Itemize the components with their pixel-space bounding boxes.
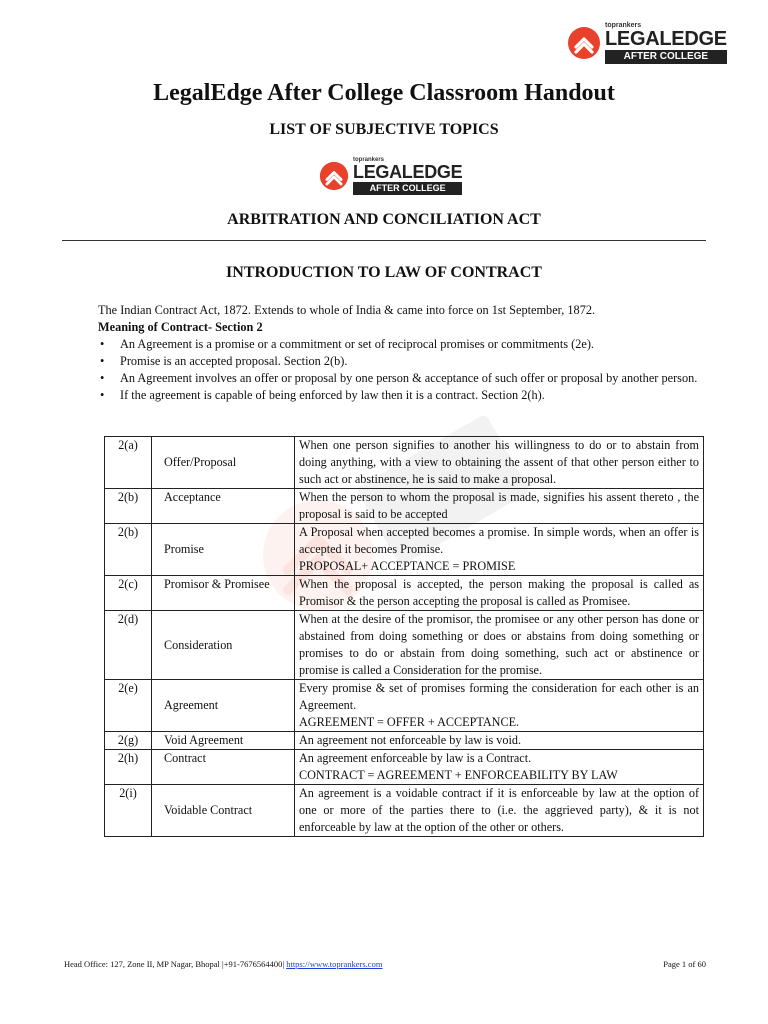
definition-line: An agreement not enforceable by law is void. (299, 733, 522, 747)
logo-small-text: toprankers (605, 22, 642, 29)
term-cell: Offer/Proposal (152, 437, 295, 489)
definition-cell (295, 750, 704, 785)
brand-logo-center (319, 157, 462, 195)
section-cell: 2(e) (105, 680, 152, 732)
section-title: ARBITRATION AND CONCILIATION ACT (227, 211, 541, 228)
bullet-item: • Promise is an accepted proposal. Section 2(b). (98, 353, 708, 370)
intro-heading: INTRODUCTION TO LAW OF CONTRACT (226, 264, 542, 281)
definition-formula: AGREEMENT = OFFER + ACCEPTANCE. (299, 715, 520, 729)
logo-small-text: toprankers (353, 157, 385, 163)
term-cell: Promisor & Promisee (152, 576, 295, 611)
definition-cell (295, 437, 704, 489)
footer-address (64, 959, 382, 969)
definition-line: A Proposal when accepted becomes a promise. In simple words, when an offer is accepted it becomes Promise. (299, 525, 699, 556)
logo-big-text: LEGALEDGE (605, 28, 727, 50)
table-row (105, 785, 704, 837)
term-cell: Consideration (152, 611, 295, 680)
definition-line: An agreement enforceable by law is a Contract. (299, 751, 532, 765)
table-row (105, 524, 704, 576)
section-cell: 2(b) (105, 489, 152, 524)
section-cell: 2(h) (105, 750, 152, 785)
definition-cell (295, 611, 704, 680)
term-cell: Promise (152, 524, 295, 576)
definition-cell (295, 489, 704, 524)
bullet-list (98, 336, 708, 404)
section-cell: 2(a) (105, 437, 152, 489)
section-cell: 2(c) (105, 576, 152, 611)
definition-line: When the person to whom the proposal is made, signifies his assent thereto , the proposal is said to be accepted (299, 490, 699, 521)
section-cell: 2(d) (105, 611, 152, 680)
table-row (105, 576, 704, 611)
document-subtitle: LIST OF SUBJECTIVE TOPICS (269, 121, 499, 138)
term-cell: Void Agreement (152, 732, 295, 750)
footer-address-text: Head Office: 127, Zone II, MP Nagar, Bhopal |+91-7676564400| (64, 959, 285, 969)
section-cell: 2(i) (105, 785, 152, 837)
definition-formula: CONTRACT = AGREEMENT + ENFORCEABILITY BY LAW (299, 768, 618, 782)
definition-cell (295, 576, 704, 611)
definitions-table (104, 436, 704, 837)
page-footer (64, 959, 706, 969)
term-cell: Agreement (152, 680, 295, 732)
term-cell: Acceptance (152, 489, 295, 524)
document-title: LegalEdge After College Classroom Handout (153, 80, 615, 106)
definition-cell (295, 732, 704, 750)
bullet-item: • If the agreement is capable of being enforced by law then it is a contract. Section 2(h). (98, 387, 708, 404)
bullet-item: • An Agreement involves an offer or proposal by one person & acceptance of such offer or proposal by another person. (98, 370, 708, 387)
term-cell: Voidable Contract (152, 785, 295, 837)
chevron-up-icon (319, 161, 349, 191)
section-cell: 2(b) (105, 524, 152, 576)
table-row (105, 750, 704, 785)
definition-line: Every promise & set of promises forming the consideration for each other is an Agreement. (299, 681, 699, 712)
definition-cell (295, 524, 704, 576)
logo-big-text: LEGALEDGE (353, 162, 463, 182)
section-divider (62, 240, 706, 241)
definition-cell (295, 680, 704, 732)
table-row (105, 611, 704, 680)
definition-line: An agreement is a voidable contract if it is enforceable by law at the option of one or more of the parties there to (i.e. the aggrieved party), & it is not enforceable by law at the option of the other or others. (299, 786, 699, 834)
footer-website-link[interactable]: https://www.toprankers.com (286, 959, 383, 969)
term-cell: Contract (152, 750, 295, 785)
logo-bar-text: AFTER COLLEGE (605, 50, 727, 64)
logo-bar-text: AFTER COLLEGE (353, 182, 462, 195)
intro-paragraph: The Indian Contract Act, 1872. Extends to whole of India & came into force on 1st September, 1872. (98, 303, 596, 317)
table-row (105, 489, 704, 524)
page-number: Page 1 of 60 (663, 959, 706, 969)
meaning-heading: Meaning of Contract- Section 2 (98, 320, 263, 334)
brand-logo-header (567, 22, 727, 64)
definition-line: When one person signifies to another his willingness to do or to abstain from doing anything, with a view to obtaining the assent of that other person either to such act or abstinence, he is said to make a proposal. (299, 438, 699, 486)
definition-formula: PROPOSAL+ ACCEPTANCE = PROMISE (299, 559, 516, 573)
table-row (105, 680, 704, 732)
chevron-up-icon (567, 26, 601, 60)
table-row (105, 437, 704, 489)
table-row (105, 732, 704, 750)
definition-line: When the proposal is accepted, the person making the proposal is called as Promisor & the person accepting the proposal is called as Promisee. (299, 577, 699, 608)
definition-cell (295, 785, 704, 837)
bullet-item: • An Agreement is a promise or a commitment or set of reciprocal promises or commitments (2e). (98, 336, 708, 353)
section-cell: 2(g) (105, 732, 152, 750)
definition-line: When at the desire of the promisor, the promisee or any other person has done or abstained from doing something or does or abstains from doing something or promises to do or abstain from doing something, such act or abstinence or promise is called a Consideration for the promise. (299, 612, 699, 677)
